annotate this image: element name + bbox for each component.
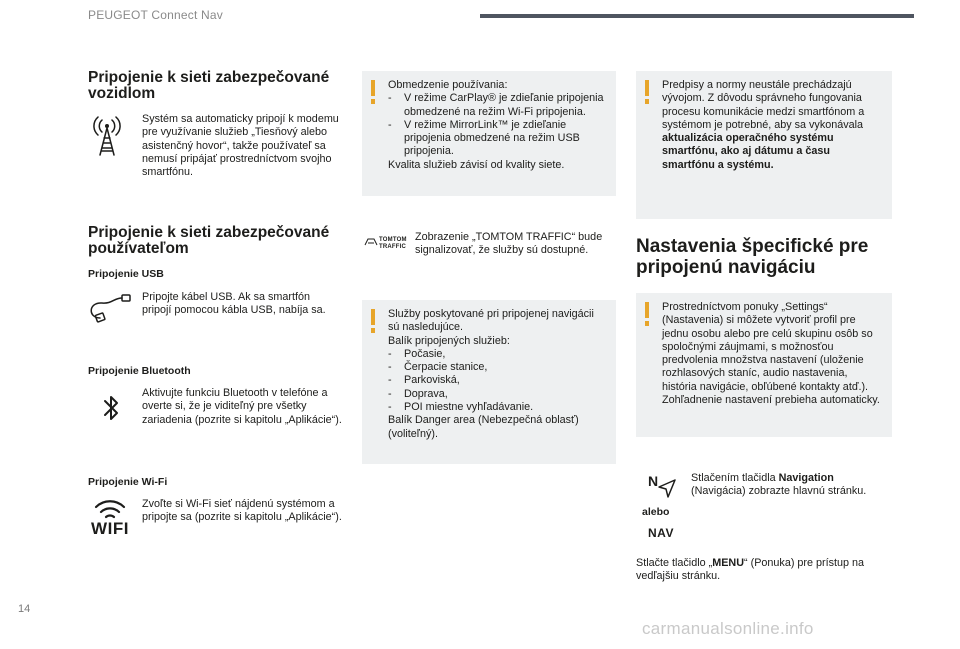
wifi-icon [88, 498, 132, 542]
usb-title: Pripojenie USB [88, 268, 164, 280]
connected-services-note [362, 300, 616, 464]
header-title: PEUGEOT Connect Nav [88, 8, 223, 22]
navigation-text-pre: Stlačením tlačidla [691, 472, 779, 484]
wifi-title: Pripojenie Wi-Fi [88, 476, 168, 488]
menu-text-pre: Stlačte tlačidlo „ [636, 557, 713, 569]
info-marker [645, 302, 649, 318]
note-outro: Kvalita služieb závisí od kvality siete. [388, 158, 565, 171]
vehicle-connection-text: Systém sa automaticky pripojí k modemu pre využívanie služieb „Tiesňový alebo asistenčný hovor“, takže používateľ sa nemusí pripájať prostredníctvom svojho smartfónu. [142, 113, 339, 179]
usb-cable-icon [86, 294, 132, 324]
list-item: - V režime MirrorLink™ je zdieľanie pripojenia obmedzené na režim USB pripojenia. [388, 119, 606, 159]
tomtom-icon-line2: TRAFFIC [379, 244, 407, 250]
list-item: - Parkoviská, [388, 374, 606, 387]
navigation-text-bold: Navigation [778, 472, 834, 484]
info-marker [645, 80, 649, 96]
tomtom-icon-line1: TOMTOM [379, 237, 407, 243]
info-marker [371, 309, 375, 325]
heading-nav-settings: Nastavenia špecifické pre pripojenú navigáciu [636, 236, 869, 278]
navigation-arrow-icon [656, 478, 678, 500]
limitation-list [388, 92, 606, 158]
note-intro: Obmedzenie používania: [388, 79, 508, 91]
list-item: - Čerpacie stanice, [388, 361, 606, 374]
standards-note [636, 71, 892, 219]
list-item: - Počasie, [388, 348, 606, 361]
info-marker [371, 80, 375, 96]
list-item: - POI miestne vyhľadávanie. [388, 401, 606, 414]
settings-profile-text: Prostredníctvom ponuky „Settings“ (Nastavenia) si môžete vytvoriť profil pre jednu osobu alebo pre celú skupinu osôb so spoločnými záujmami, s možnosťou predvolenia množstva nastavení (uloženie rozhlasových staníc, audio nastavenia, história navigácie, obľúbené kontakty atď.). Zohľadnenie nastavení prebieha automaticky. [662, 301, 880, 407]
services-list [388, 348, 606, 414]
usage-limitation-note [362, 71, 616, 196]
nav-button-label: NAV [648, 526, 674, 540]
list-item: - Doprava, [388, 388, 606, 401]
page-number: 14 [18, 603, 31, 615]
navigation-text-post: (Navigácia) zobrazte hlavnú stránku. [691, 485, 867, 498]
menu-text-bold: MENU [712, 557, 745, 569]
standards-bold-text: aktualizácia operačného systému smartfónu, ako aj dátumu a času smartfónu a systému. [662, 132, 834, 171]
header-bar [480, 14, 914, 18]
settings-profile-note [636, 293, 892, 437]
usb-text: Pripojte kábel USB. Ak sa smartfón pripojí pomocou kábla USB, nabíja sa. [142, 291, 326, 317]
note-outro: Balík Danger area (Nebezpečná oblasť) (voliteľný). [388, 414, 579, 440]
bluetooth-title: Pripojenie Bluetooth [88, 365, 191, 377]
antenna-icon [92, 116, 122, 156]
menu-instruction [636, 557, 891, 584]
bluetooth-text: Aktivujte funkciu Bluetooth v telefóne a overte si, že je viditeľný pre všetky zariadenia (pozrite si kapitolu „Aplikácie“). [142, 387, 342, 426]
or-label: alebo [642, 506, 670, 518]
heading-user-connection: Pripojenie k sieti zabezpečované používateľom [88, 224, 330, 257]
wifi-icon-label: WIFI [91, 519, 129, 538]
menu-text-post: “ (Ponuka) pre prístup na vedľajšiu stránku. [636, 557, 865, 583]
heading-vehicle-connection: Pripojenie k sieti zabezpečované vozidlom [88, 69, 330, 102]
watermark: carmanualsonline.info [642, 619, 814, 638]
tomtom-text: Zobrazenie „TOMTOM TRAFFIC“ bude signalizovať, že služby sú dostupné. [415, 231, 603, 257]
navigation-button-icon-letter: N [648, 473, 659, 489]
standards-text: Predpisy a normy neustále prechádzajú vývojom. Z dôvodu správneho fungovania procesu komunikácie medzi smartfónom a systémom je potrebné, aby sa vykonávala [662, 79, 865, 131]
bluetooth-icon [102, 393, 120, 423]
note-intro: Služby poskytované pri pripojenej navigácii sú nasledujúce. [388, 308, 594, 334]
navigation-instruction [691, 472, 891, 499]
note-intro2: Balík pripojených služieb: [388, 334, 510, 347]
wifi-text: Zvoľte si Wi-Fi sieť nájdenú systémom a pripojte sa (pozrite si kapitolu „Aplikácie“). [142, 498, 342, 524]
list-item: - V režime CarPlay® je zdieľanie pripojenia obmedzené na režim Wi-Fi pripojenia. [388, 92, 606, 119]
